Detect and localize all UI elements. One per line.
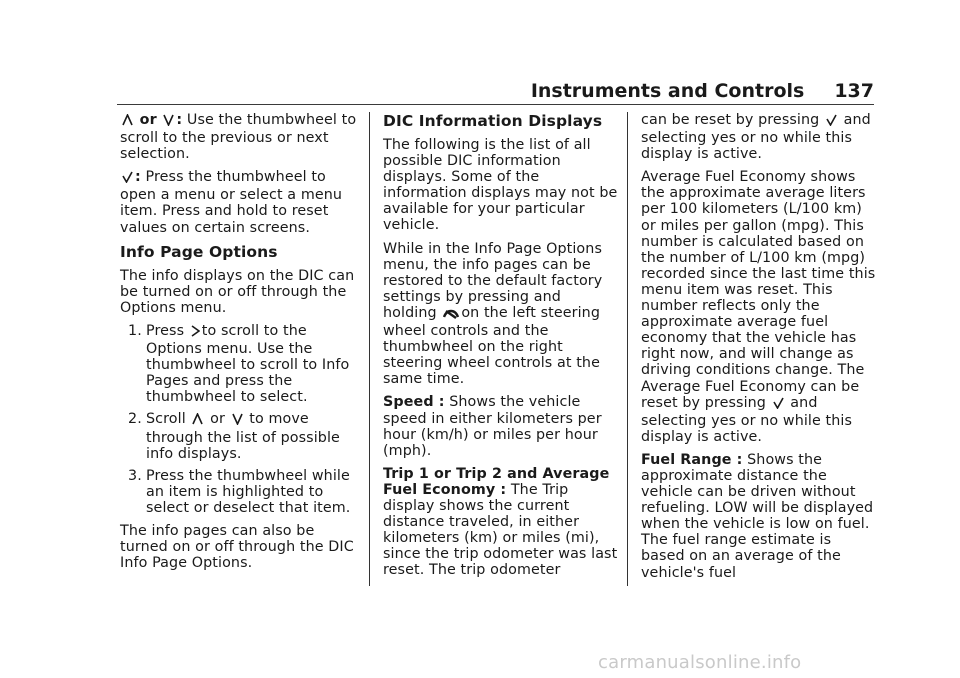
trip-reset-post: and selecting yes or no while this display is active. bbox=[641, 112, 871, 163]
chevron-down-icon bbox=[232, 413, 243, 429]
page-number: 137 bbox=[834, 80, 874, 102]
colon: : bbox=[176, 112, 183, 128]
trip-reset-text bbox=[641, 112, 877, 162]
step-number: 2. bbox=[128, 411, 142, 428]
info-page-options-heading: Info Page Options bbox=[120, 242, 278, 261]
speed-entry bbox=[383, 394, 619, 458]
chevron-up-icon bbox=[192, 413, 203, 429]
info-page-closing: The info pages can also be turned on or off through the DIC Info Page Options. bbox=[120, 522, 354, 572]
colon: : bbox=[135, 169, 141, 186]
trip-reset-pre: can be reset by pressing bbox=[641, 112, 820, 128]
dic-information-displays-heading: DIC Information Displays bbox=[383, 112, 603, 130]
step-text: to move through the list of possible info displays. bbox=[146, 411, 340, 462]
scroll-text: Use the thumbwheel to scroll to the previous or next selection. bbox=[120, 112, 357, 163]
step-3 bbox=[120, 468, 358, 516]
restore-text-pre: While in the Info Page Options menu, the info pages can be restored to the default factory settings by pressing and holding bbox=[383, 240, 603, 321]
fuel-range-label: Fuel Range : bbox=[641, 451, 743, 468]
column-divider-1 bbox=[369, 112, 370, 586]
step-number: 3. bbox=[128, 467, 142, 484]
trip-label: Trip 1 or Trip 2 and Average Fuel Economy : bbox=[383, 465, 610, 498]
steering-wheel-control-icon bbox=[443, 307, 459, 323]
trip-entry bbox=[383, 466, 619, 579]
steps-list bbox=[120, 323, 358, 516]
checkmark-icon bbox=[773, 397, 784, 413]
chevron-up-icon bbox=[122, 114, 133, 130]
column-2 bbox=[383, 112, 619, 585]
restore-text-post: on the left steering wheel controls and the thumbwheel on the right steering wheel controls at the same time. bbox=[383, 304, 601, 388]
step-2 bbox=[120, 411, 358, 461]
fuel-range-entry bbox=[641, 452, 877, 581]
scroll-description bbox=[120, 112, 358, 162]
column-3 bbox=[641, 112, 877, 588]
step-1 bbox=[120, 323, 358, 405]
chevron-down-icon bbox=[163, 114, 174, 130]
chevron-right-icon bbox=[191, 325, 200, 341]
step-number: 1. bbox=[128, 322, 142, 339]
fuel-range-text: Shows the approximate distance the vehicle can be driven without refueling. LOW will be displayed when the vehicle is low on fuel. The fuel range estimate is based on an average of the vehicle's fuel bbox=[641, 451, 874, 581]
dic-intro: The following is the list of all possible DIC information displays. Some of the information displays may not be available for your particular vehicle. bbox=[383, 137, 618, 234]
column-1 bbox=[120, 112, 358, 578]
step-text: Scroll bbox=[146, 411, 186, 428]
page-header bbox=[531, 80, 874, 102]
step-text: Press bbox=[146, 322, 185, 339]
speed-label: Speed : bbox=[383, 394, 445, 411]
speed-text: Shows the vehicle speed in either kilometers per hour (km/h) or miles per hour (mph). bbox=[383, 394, 602, 459]
select-description bbox=[120, 169, 358, 235]
watermark: carmanualsonline.info bbox=[598, 652, 802, 673]
average-fuel-economy-text bbox=[641, 169, 877, 445]
column-divider-2 bbox=[627, 112, 628, 586]
info-page-intro: The info displays on the DIC can be turned on or off through the Options menu. bbox=[120, 267, 355, 316]
step-text: or bbox=[210, 411, 225, 428]
afe-text-post: and selecting yes or no while this display is active. bbox=[641, 394, 853, 445]
step-text: to scroll to the Options menu. Use the thumbwheel to scroll to Info Pages and press the thumbwheel to select. bbox=[146, 322, 350, 406]
afe-text-pre: Average Fuel Economy shows the approximate average liters per 100 kilometers (L/100 km) or miles per gallon (mpg). This number is calculated based on the number of L/100 km (mpg) recorded since the last time this menu item was reset. This number reflects only the approximate average fuel economy that the vehicle has right now, and will change as driving conditions change. The Average Fuel Economy can be reset by pressing bbox=[641, 169, 876, 411]
checkmark-icon bbox=[122, 171, 133, 187]
header-rule bbox=[117, 104, 874, 105]
trip-text: The Trip display shows the current distance traveled, in either kilometers (km) or miles (mi), since the trip odometer was last reset. The trip odometer bbox=[383, 481, 618, 579]
or-label: or bbox=[139, 112, 157, 128]
checkmark-icon bbox=[826, 114, 837, 130]
restore-defaults-text bbox=[383, 241, 619, 388]
section-title: Instruments and Controls bbox=[530, 80, 805, 102]
step-text: Press the thumbwheel while an item is highlighted to select or deselect that item. bbox=[146, 467, 351, 516]
select-text: Press the thumbwheel to open a menu or select a menu item. Press and hold to reset values on certain screens. bbox=[120, 169, 343, 236]
